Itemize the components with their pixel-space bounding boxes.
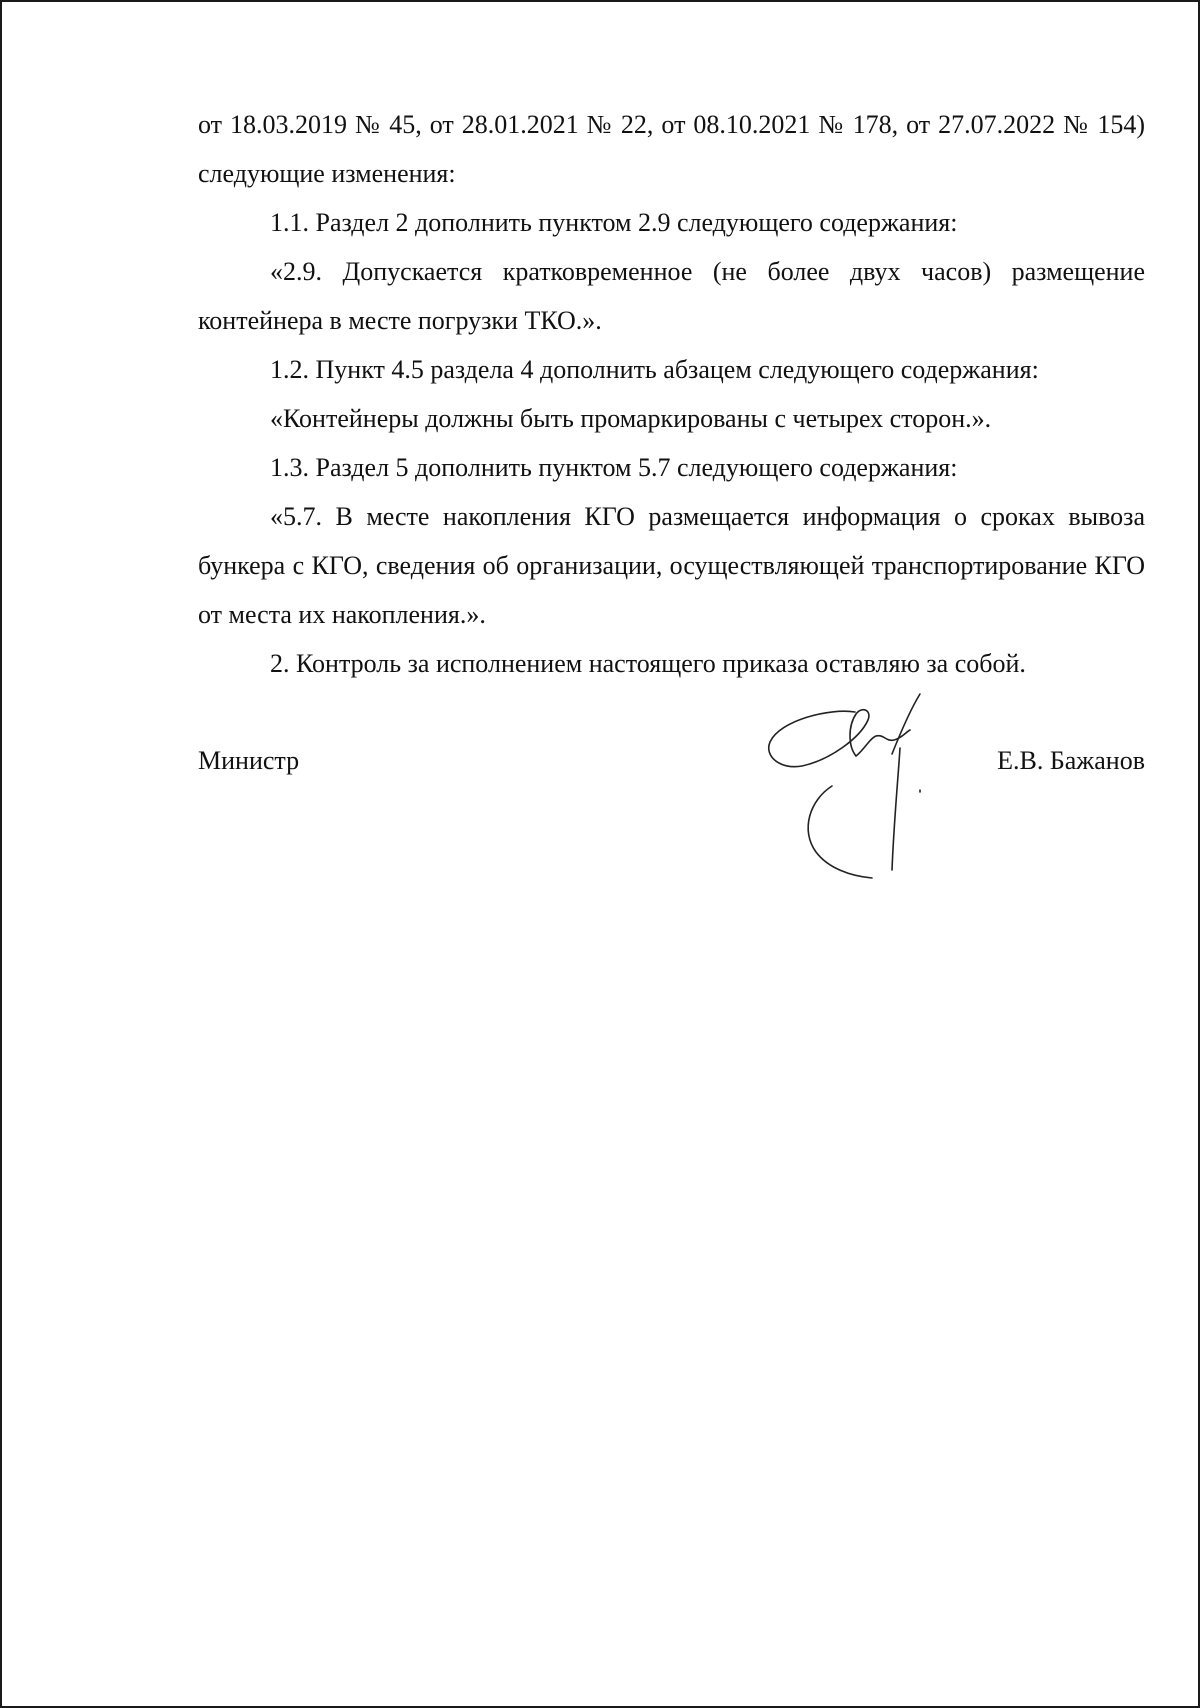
paragraph-quote-5-7: «5.7. В месте накопления КГО размещается информация о сроках вывоза бункера с КГО, сведения об организации, осуществляющей транспортирование КГО от места их накопления.».	[198, 502, 1145, 629]
paragraph-item-1-2: 1.2. Пункт 4.5 раздела 4 дополнить абзацем следующего содержания:	[270, 355, 1039, 384]
handwritten-signature	[760, 690, 1020, 890]
scan-border-left	[0, 0, 2, 1708]
document-body	[198, 100, 1145, 688]
paragraph-amendments-intro: от 18.03.2019 № 45, от 28.01.2021 № 22, от 08.10.2021 № 178, от 27.07.2022 № 154) следующие изменения:	[198, 110, 1145, 188]
paragraph-item-1-1: 1.1. Раздел 2 дополнить пунктом 2.9 следующего содержания:	[270, 208, 958, 237]
paragraph-quote-containers: «Контейнеры должны быть промаркированы с четырех сторон.».	[270, 404, 992, 433]
signatory-name: Е.В. Бажанов	[997, 746, 1145, 775]
scan-border-top	[0, 0, 1200, 2]
paragraph-item-1-3: 1.3. Раздел 5 дополнить пунктом 5.7 следующего содержания:	[270, 453, 958, 482]
paragraph-item-2-control: 2. Контроль за исполнением настоящего приказа оставляю за собой.	[270, 649, 1026, 678]
signatory-position: Министр	[198, 746, 300, 775]
paragraph-quote-2-9: «2.9. Допускается кратковременное (не более двух часов) размещение контейнера в месте погрузки ТКО.».	[198, 257, 1145, 335]
